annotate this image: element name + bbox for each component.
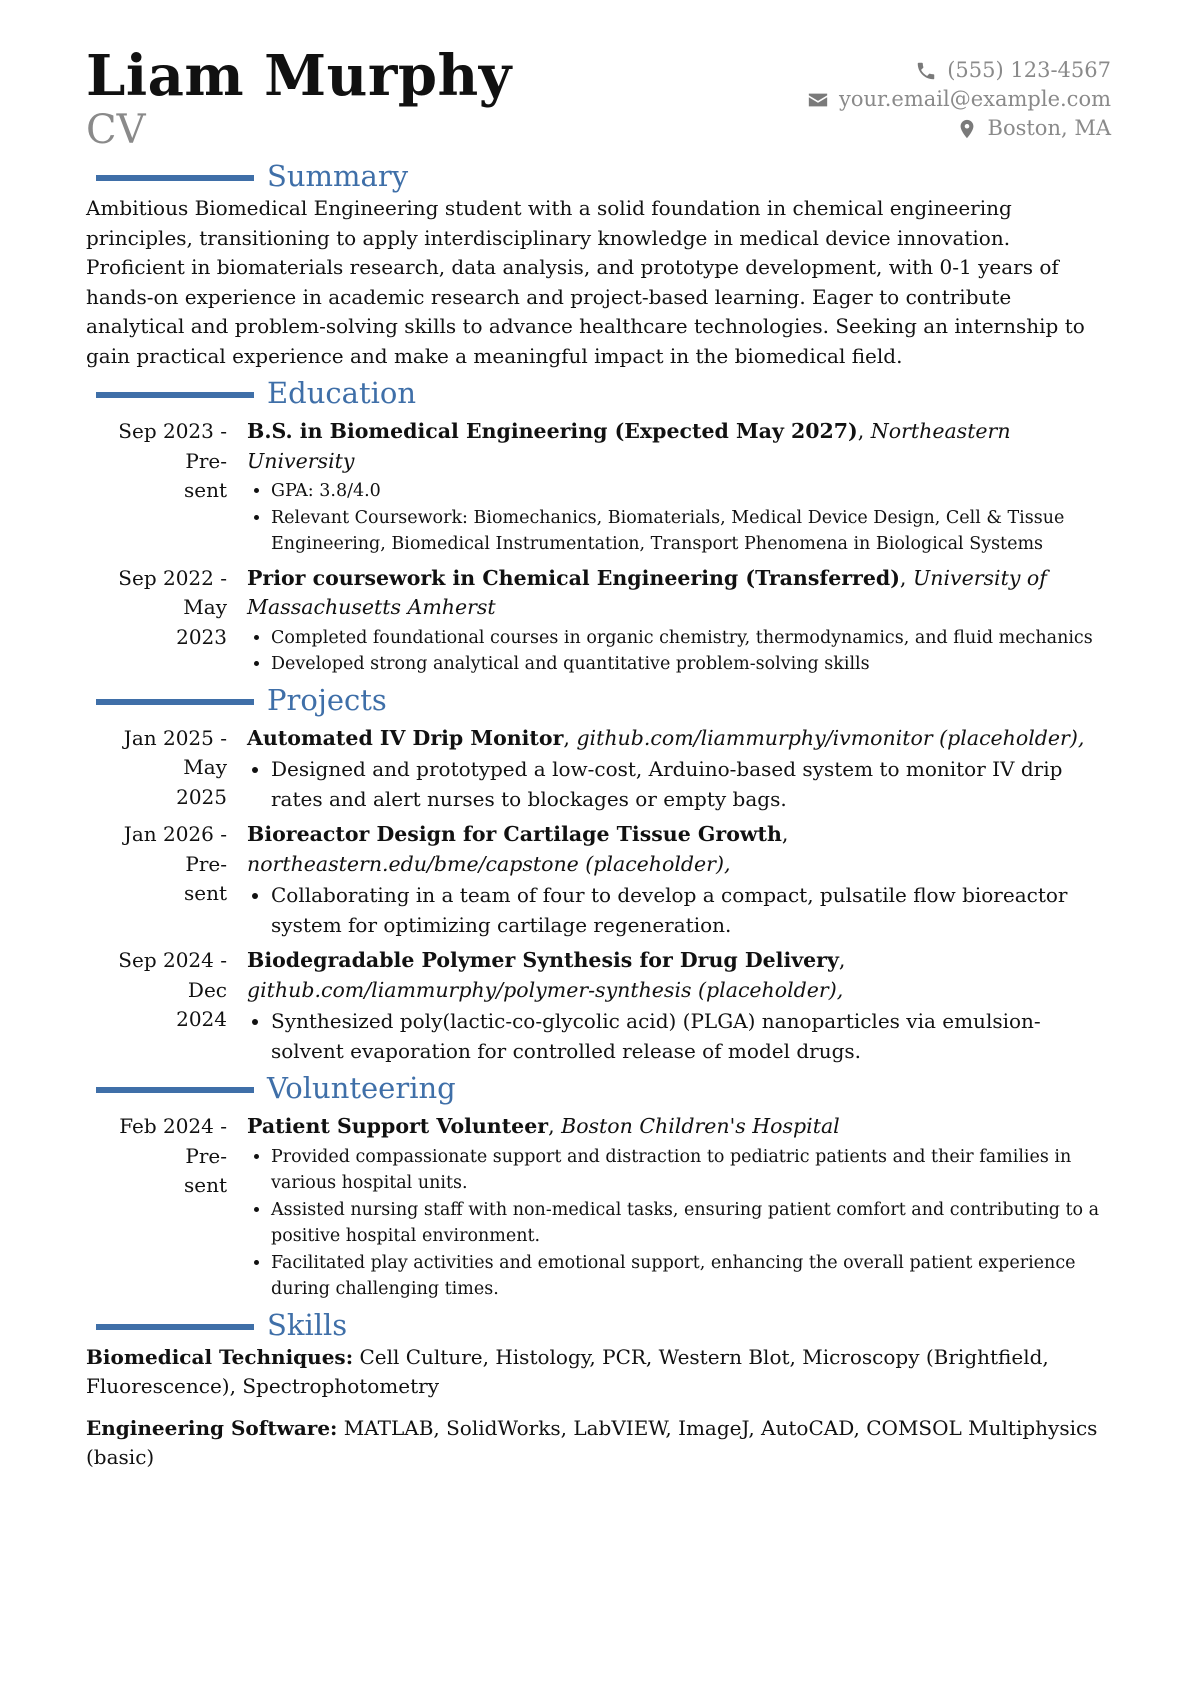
entry-bullets bbox=[247, 1007, 1111, 1066]
entry-bullets bbox=[247, 755, 1111, 814]
cv-page bbox=[86, 44, 1111, 1485]
volunteering-entry bbox=[86, 1112, 1111, 1303]
list-item: • Completed foundational courses in organic chemistry, thermodynamics, and fluid mechanics bbox=[271, 625, 1111, 652]
section-accent-bar bbox=[96, 1324, 254, 1330]
skill-group: Engineering Software: MATLAB, SolidWorks, LabVIEW, ImageJ, AutoCAD, COMSOL Multiphysics (basic) bbox=[86, 1415, 1098, 1469]
entry-body bbox=[247, 946, 1111, 1066]
list-item: • Assisted nursing staff with non-medical tasks, ensuring patient comfort and contributing to a positive hospital environment. bbox=[271, 1197, 1111, 1250]
list-item: • Collaborating in a team of four to develop a compact, pulsatile flow bioreactor system for optimizing cartilage regeneration. bbox=[271, 881, 1111, 940]
volunteering-section-header bbox=[86, 1072, 1111, 1106]
project-link[interactable]: github.com/liammurphy/ivmonitor (placeholder), bbox=[576, 725, 1085, 750]
project-entry bbox=[86, 724, 1111, 815]
entry-date: Sep 2024 - Dec 2024 bbox=[118, 948, 227, 1031]
section-accent-bar bbox=[96, 392, 254, 398]
contact-email bbox=[807, 85, 1111, 114]
projects-section-header bbox=[86, 684, 1111, 718]
location-text: Boston, MA bbox=[987, 116, 1111, 140]
entry-body bbox=[247, 1112, 1111, 1303]
entry-body bbox=[247, 564, 1111, 678]
contact-phone bbox=[807, 56, 1111, 85]
section-title-projects: Projects bbox=[267, 682, 387, 717]
project-entry bbox=[86, 820, 1111, 940]
list-item: • Developed strong analytical and quantitative problem-solving skills bbox=[271, 651, 1111, 678]
list-item: • Relevant Coursework: Biomechanics, Biomaterials, Medical Device Design, Cell & Tissue Engineering, Biomedical Instrumentation, Transport Phenomena in Biological Systems bbox=[271, 505, 1111, 558]
list-item: • Facilitated play activities and emotional support, enhancing the overall patient experience during challenging times. bbox=[271, 1250, 1111, 1303]
entry-title: Patient Support Volunteer, Boston Children's Hospital bbox=[247, 1114, 840, 1138]
entry-bullets bbox=[247, 881, 1111, 940]
entry-title: Biodegradable Polymer Synthesis for Drug Delivery, github.com/liammurphy/polymer-synthesis (placeholder), bbox=[247, 948, 846, 1002]
entry-body bbox=[247, 724, 1111, 815]
entry-bullets bbox=[247, 625, 1111, 678]
entry-title: Bioreactor Design for Cartilage Tissue Growth, northeastern.edu/bme/capstone (placeholder), bbox=[247, 822, 789, 876]
section-accent-bar bbox=[96, 1087, 254, 1093]
entry-date: Sep 2023 - Pre- sent bbox=[118, 419, 227, 502]
entry-date: Sep 2022 - May 2023 bbox=[118, 565, 227, 649]
project-link[interactable]: northeastern.edu/bme/capstone (placeholder), bbox=[247, 851, 731, 876]
section-title-summary: Summary bbox=[267, 159, 409, 193]
section-accent-bar bbox=[96, 175, 254, 181]
entry-title: Prior coursework in Chemical Engineering (Transferred), University of Massachusetts Amherst bbox=[247, 565, 1047, 619]
list-item: • Designed and prototyped a low-cost, Arduino-based system to monitor IV drip rates and alert nurses to blockages or empty bags. bbox=[271, 755, 1111, 814]
list-item: • GPA: 3.8/4.0 bbox=[271, 478, 1111, 505]
section-title-education: Education bbox=[267, 376, 417, 410]
skill-group: Biomedical Techniques: Cell Culture, Histology, PCR, Western Blot, Microscopy (Brightfield, Fluorescence), Spectrophotometry bbox=[86, 1344, 1049, 1398]
email-address[interactable]: your.email@example.com bbox=[838, 87, 1111, 111]
education-entry bbox=[86, 417, 1111, 558]
education-section-header bbox=[86, 377, 1111, 411]
entry-body bbox=[247, 820, 1111, 940]
phone-icon bbox=[915, 60, 937, 82]
project-link[interactable]: github.com/liammurphy/polymer-synthesis (placeholder), bbox=[247, 977, 844, 1002]
skills-list bbox=[86, 1343, 1111, 1473]
contact-location bbox=[807, 114, 1111, 143]
project-entry bbox=[86, 946, 1111, 1066]
section-title-volunteering: Volunteering bbox=[267, 1071, 456, 1105]
header bbox=[86, 44, 1111, 154]
entry-title: B.S. in Biomedical Engineering (Expected May 2027), Northeastern University bbox=[247, 419, 1011, 473]
section-accent-bar bbox=[96, 699, 254, 705]
entry-date: Feb 2024 - Pre- sent bbox=[119, 1114, 227, 1197]
summary-section-header bbox=[86, 160, 1111, 194]
list-item: • Provided compassionate support and distraction to pediatric patients and their families in various hospital units. bbox=[271, 1144, 1111, 1197]
document-subtitle: CV bbox=[86, 107, 146, 153]
list-item: • Synthesized poly(lactic-co-glycolic acid) (PLGA) nanoparticles via emulsion-solvent evaporation for controlled release of model drugs. bbox=[271, 1007, 1111, 1066]
envelope-icon bbox=[807, 89, 829, 111]
summary-text: Ambitious Biomedical Engineering student with a solid foundation in chemical engineering principles, transitioning to apply interdisciplinary knowledge in medical device innovation. Proficient in biomaterials research, data analysis, and prototype development, with 0-1 years of hands-on experience in academic research and project-based learning. Eager to contribute analytical and problem-solving skills to advance healthcare technologies. Seeking an internship to gain practical experience and make a meaningful impact in the biomedical field. bbox=[86, 196, 1085, 368]
entry-body bbox=[247, 417, 1111, 558]
entry-date: Jan 2026 - Pre- sent bbox=[123, 822, 227, 905]
phone-number[interactable]: (555) 123-4567 bbox=[947, 58, 1111, 82]
entry-bullets bbox=[247, 1144, 1111, 1303]
education-entry bbox=[86, 564, 1111, 678]
map-pin-icon bbox=[956, 118, 978, 140]
skills-section-header bbox=[86, 1309, 1111, 1343]
entry-date: Jan 2025 - May 2025 bbox=[123, 725, 227, 809]
entry-title: Automated IV Drip Monitor, github.com/liammurphy/ivmonitor (placeholder), bbox=[247, 725, 1085, 750]
contact-info bbox=[807, 56, 1111, 143]
section-title-skills: Skills bbox=[267, 1307, 348, 1342]
entry-bullets bbox=[247, 478, 1111, 558]
person-name: Liam Murphy bbox=[86, 43, 512, 109]
